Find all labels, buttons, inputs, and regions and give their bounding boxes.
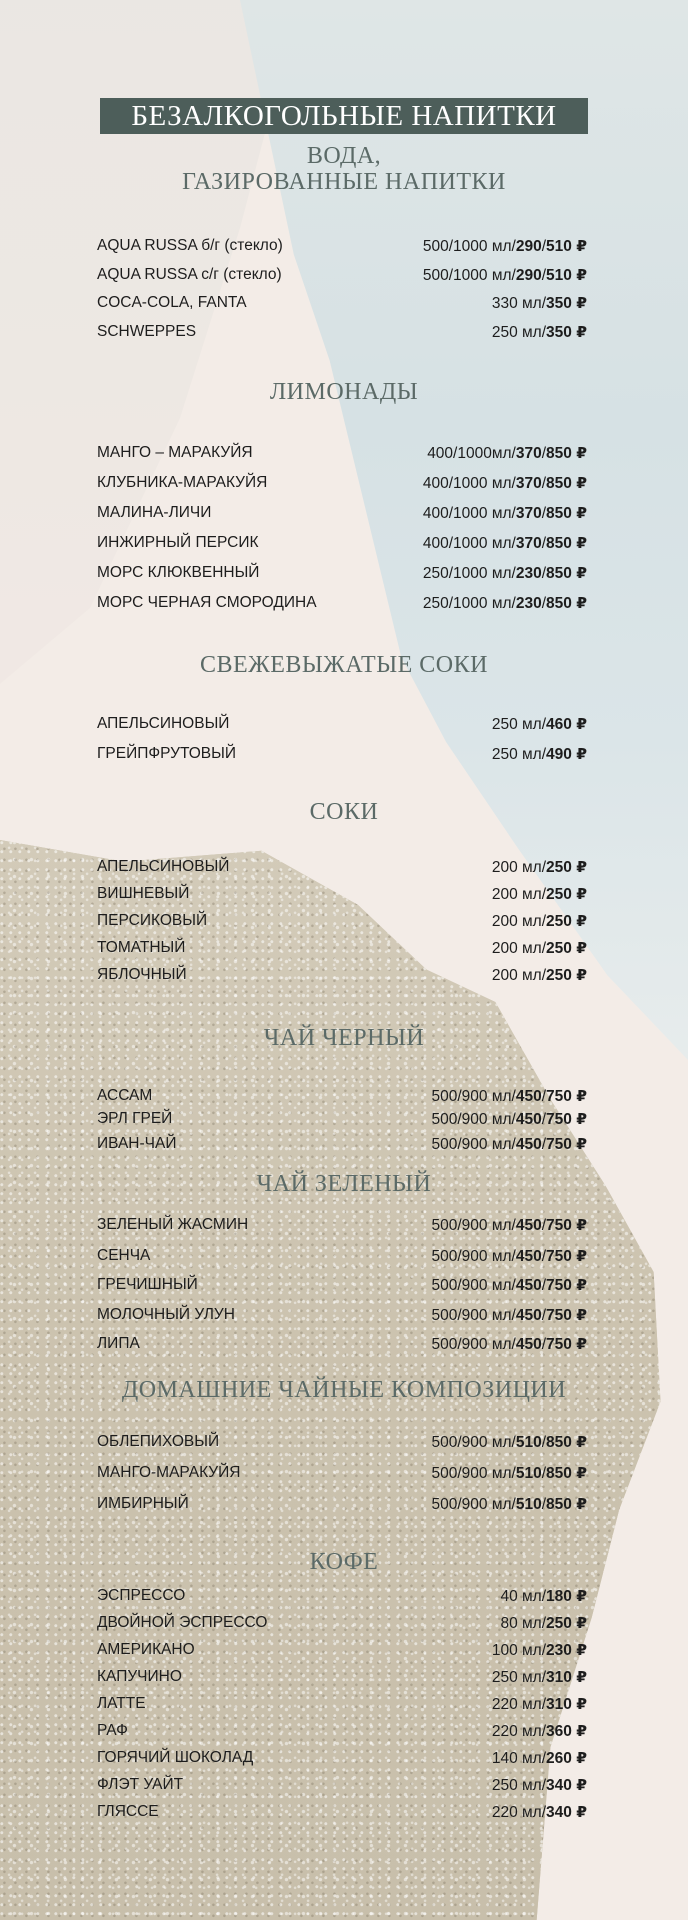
menu-item-price-2: 750: [546, 1135, 572, 1153]
menu-item-name: ГОРЯЧИЙ ШОКОЛАД: [97, 1749, 254, 1766]
menu-item-price-1: 370: [515, 504, 542, 522]
menu-item-price-1: 450: [515, 1335, 542, 1353]
currency-symbol: ₽: [571, 1135, 587, 1153]
menu-item-row: [97, 592, 587, 614]
menu-item-price-1: 350: [546, 294, 572, 312]
price-separator: /: [541, 237, 547, 255]
menu-item-name: ЯБЛОЧНЫЙ: [97, 966, 187, 983]
menu-item-price-1: 250: [546, 912, 572, 930]
menu-item-price: [500, 1587, 587, 1606]
menu-item-volume: 200 мл/: [491, 939, 547, 957]
menu-item-name: ЛАТТЕ: [97, 1695, 146, 1712]
menu-item-volume: 250 мл/: [491, 1668, 547, 1686]
menu-item-price-2: 850: [546, 1495, 572, 1513]
menu-item-price-1: 230: [546, 1641, 572, 1659]
menu-item-price: [432, 1110, 588, 1129]
menu-item-price: [492, 1668, 587, 1687]
menu-item-price: [423, 237, 587, 256]
currency-symbol: ₽: [571, 885, 587, 903]
menu-item-volume: 500/900 мл/: [431, 1247, 516, 1265]
price-separator: /: [541, 594, 547, 612]
menu-item-row: [97, 1585, 587, 1607]
menu-item-price-1: 250: [546, 1614, 572, 1632]
menu-item-price-1: 370: [515, 534, 542, 552]
currency-symbol: ₽: [571, 1587, 587, 1605]
menu-item-price: [492, 939, 587, 958]
menu-item-price: [492, 885, 587, 904]
menu-item-row: [97, 292, 587, 314]
menu-item-row: [97, 856, 587, 878]
menu-item-row: [97, 1274, 587, 1296]
menu-item-volume: 140 мл/: [491, 1749, 547, 1767]
menu-item-price: [423, 266, 587, 285]
currency-symbol: ₽: [571, 1776, 587, 1794]
menu-item-name: ИНЖИРНЫЙ ПЕРСИК: [97, 534, 259, 551]
menu-item-row: [97, 472, 587, 494]
menu-item-row: [97, 321, 587, 343]
menu-item-name: АМЕРИКАНО: [97, 1641, 195, 1658]
currency-symbol: ₽: [571, 1335, 587, 1353]
menu-item-row: [97, 502, 587, 524]
menu-item-name: КЛУБНИКА-МАРАКУЙЯ: [97, 474, 268, 491]
section-title-line: ВОДА,: [306, 143, 382, 169]
menu-item-price-2: 850: [546, 534, 572, 552]
menu-item-row: [97, 964, 587, 986]
menu-item-volume: 500/900 мл/: [431, 1135, 516, 1153]
menu-item-price-1: 250: [546, 939, 572, 957]
menu-item-volume: 400/1000 мл/: [422, 504, 516, 522]
menu-item-volume: 500/900 мл/: [431, 1335, 516, 1353]
menu-item-price-1: 370: [515, 474, 542, 492]
menu-item-row: [97, 1085, 587, 1107]
menu-item-price-1: 260: [546, 1749, 572, 1767]
currency-symbol: ₽: [571, 1803, 587, 1821]
currency-symbol: ₽: [571, 444, 587, 462]
menu-item-row: [97, 937, 587, 959]
menu-item-row: [97, 562, 587, 584]
menu-item-row: [97, 1493, 587, 1515]
currency-symbol: ₽: [571, 1614, 587, 1632]
currency-symbol: ₽: [571, 594, 587, 612]
currency-symbol: ₽: [571, 966, 587, 984]
menu-item-row: [97, 883, 587, 905]
menu-item-row: [97, 1133, 587, 1155]
price-separator: /: [541, 1216, 547, 1234]
menu-item-row: [97, 235, 587, 257]
menu-item-name: МАНГО – МАРАКУЙЯ: [97, 444, 253, 461]
menu-item-price-1: 180: [546, 1587, 572, 1605]
menu-item-price-1: 450: [515, 1247, 542, 1265]
menu-item-volume: 500/900 мл/: [431, 1495, 516, 1513]
price-separator: /: [541, 504, 547, 522]
menu-item-name: МАНГО-МАРАКУЙЯ: [97, 1464, 241, 1481]
menu-item-row: [97, 713, 587, 735]
currency-symbol: ₽: [571, 1668, 587, 1686]
menu-item-price: [492, 294, 587, 313]
menu-item-volume: 400/1000 мл/: [422, 474, 516, 492]
section-title: [0, 799, 688, 825]
currency-symbol: ₽: [571, 474, 587, 492]
menu-item-volume: 500/900 мл/: [431, 1306, 516, 1324]
menu-item-volume: 200 мл/: [491, 885, 547, 903]
price-separator: /: [541, 1335, 547, 1353]
price-separator: /: [541, 1087, 547, 1105]
menu-item-volume: 220 мл/: [491, 1803, 547, 1821]
menu-item-price: [492, 912, 587, 931]
menu-item-name: ЛИПА: [97, 1335, 140, 1352]
menu-item-row: [97, 1612, 587, 1634]
menu-item-price: [492, 1641, 587, 1660]
menu-item-name: ГЛЯССЕ: [97, 1803, 159, 1820]
section-title-line: КОФЕ: [309, 1549, 379, 1575]
menu-item-price-1: 370: [515, 444, 542, 462]
menu-item-volume: 200 мл/: [491, 912, 547, 930]
menu-item-name: ТОМАТНЫЙ: [97, 939, 186, 956]
menu-item-price: [432, 1135, 588, 1154]
price-separator: /: [541, 1276, 547, 1294]
menu-item-row: [97, 910, 587, 932]
menu-item-price-1: 510: [515, 1433, 542, 1451]
menu-item-row: [97, 1774, 587, 1796]
currency-symbol: ₽: [571, 564, 587, 582]
menu-item-name: AQUA RUSSA с/г (стекло): [97, 266, 282, 283]
section-title-line: ДОМАШНИЕ ЧАЙНЫЕ КОМПОЗИЦИИ: [121, 1377, 567, 1403]
menu-item-price: [432, 1464, 588, 1483]
section-title: [0, 143, 688, 195]
currency-symbol: ₽: [571, 1749, 587, 1767]
section-title: [0, 379, 688, 405]
menu-item-volume: 400/1000 мл/: [422, 534, 516, 552]
menu-item-price-2: 850: [546, 444, 572, 462]
menu-item-price: [492, 1722, 587, 1741]
menu-item-price: [500, 1614, 587, 1633]
menu-item-row: [97, 1639, 587, 1661]
menu-item-price-2: 510: [546, 237, 572, 255]
menu-item-price-1: 510: [515, 1495, 542, 1513]
menu-item-price-2: 850: [546, 1464, 572, 1482]
price-separator: /: [541, 1495, 547, 1513]
menu-item-volume: 220 мл/: [491, 1722, 547, 1740]
section-title-line: ГАЗИРОВАННЫЕ НАПИТКИ: [182, 169, 506, 195]
menu-item-price: [492, 1803, 587, 1822]
menu-item-price-1: 510: [515, 1464, 542, 1482]
menu-item-price: [432, 1433, 588, 1452]
menu-item-name: МАЛИНА-ЛИЧИ: [97, 504, 212, 521]
menu-item-row: [97, 1801, 587, 1823]
price-separator: /: [541, 564, 547, 582]
menu-item-price-2: 850: [546, 594, 572, 612]
currency-symbol: ₽: [571, 294, 587, 312]
menu-item-price-1: 340: [546, 1803, 572, 1821]
currency-symbol: ₽: [571, 1216, 587, 1234]
menu-item-price: [423, 504, 587, 523]
menu-item-volume: 400/1000мл/: [427, 444, 516, 462]
section-title: [0, 652, 688, 678]
currency-symbol: ₽: [571, 504, 587, 522]
menu-item-price-2: 750: [546, 1087, 572, 1105]
menu-item-volume: 500/900 мл/: [431, 1464, 516, 1482]
menu-item-volume: 250/1000 мл/: [422, 594, 516, 612]
menu-item-price: [492, 858, 587, 877]
currency-symbol: ₽: [571, 1722, 587, 1740]
menu-item-name: ЗЕЛЕНЫЙ ЖАСМИН: [97, 1216, 249, 1233]
menu-item-price: [492, 323, 587, 342]
price-separator: /: [541, 1135, 547, 1153]
menu-item-price-1: 310: [546, 1695, 572, 1713]
menu-item-price: [492, 1776, 587, 1795]
menu-item-name: COCA-COLA, FANTA: [97, 294, 247, 311]
menu-item-price: [423, 474, 587, 493]
menu-item-price-2: 510: [546, 266, 572, 284]
section-title: [0, 1549, 688, 1575]
menu-item-price: [432, 1247, 588, 1266]
menu-item-row: [97, 532, 587, 554]
menu-item-price-2: 750: [546, 1335, 572, 1353]
menu-item-price-1: 450: [515, 1087, 542, 1105]
menu-item-price-1: 450: [515, 1216, 542, 1234]
menu-item-price-1: 450: [515, 1306, 542, 1324]
price-separator: /: [541, 266, 547, 284]
currency-symbol: ₽: [571, 237, 587, 255]
menu-item-price-2: 750: [546, 1247, 572, 1265]
menu-item-price-1: 230: [515, 564, 542, 582]
menu-item-volume: 500/1000 мл/: [422, 237, 516, 255]
menu-item-name: ВИШНЕВЫЙ: [97, 885, 190, 902]
menu-item-name: ЭСПРЕССО: [97, 1587, 186, 1604]
menu-item-price-1: 250: [546, 858, 572, 876]
menu-item-price-1: 460: [546, 715, 572, 733]
price-separator: /: [541, 534, 547, 552]
menu-item-volume: 200 мл/: [491, 966, 547, 984]
menu-item-price: [492, 745, 587, 764]
currency-symbol: ₽: [571, 1247, 587, 1265]
menu-item-name: ИМБИРНЫЙ: [97, 1495, 189, 1512]
menu-item-price: [423, 534, 587, 553]
menu-item-price-1: 290: [515, 266, 542, 284]
menu-item-volume: 80 мл/: [500, 1614, 547, 1632]
menu-item-name: РАФ: [97, 1722, 128, 1739]
menu-item-name: АССАМ: [97, 1087, 153, 1104]
currency-symbol: ₽: [571, 266, 587, 284]
menu-item-row: [97, 1693, 587, 1715]
section-title: [0, 1377, 688, 1403]
menu-item-price-1: 360: [546, 1722, 572, 1740]
menu-item-volume: 250 мл/: [491, 715, 547, 733]
menu-item-price-2: 750: [546, 1306, 572, 1324]
currency-symbol: ₽: [571, 1433, 587, 1451]
menu-item-volume: 330 мл/: [491, 294, 547, 312]
menu-item-price-1: 450: [515, 1110, 542, 1128]
menu-item-name: SCHWEPPES: [97, 323, 197, 340]
menu-item-name: ЭРЛ ГРЕЙ: [97, 1110, 173, 1127]
menu-item-volume: 220 мл/: [491, 1695, 547, 1713]
currency-symbol: ₽: [571, 1276, 587, 1294]
menu-item-price: [432, 1335, 588, 1354]
menu-item-volume: 250 мл/: [491, 745, 547, 763]
section-title-line: ЛИМОНАДЫ: [269, 379, 419, 405]
menu-item-price: [432, 1087, 588, 1106]
menu-item-price: [432, 1495, 588, 1514]
price-separator: /: [541, 444, 547, 462]
price-separator: /: [541, 1110, 547, 1128]
section-title-line: ЧАЙ ЧЕРНЫЙ: [263, 1025, 425, 1051]
menu-item-row: [97, 1304, 587, 1326]
price-separator: /: [541, 1464, 547, 1482]
menu-item-name: ФЛЭТ УАЙТ: [97, 1776, 184, 1793]
menu-item-price-1: 230: [515, 594, 542, 612]
menu-item-price: [427, 444, 587, 463]
menu-item-volume: 100 мл/: [491, 1641, 547, 1659]
menu-item-volume: 40 мл/: [500, 1587, 547, 1605]
currency-symbol: ₽: [571, 912, 587, 930]
menu-item-row: [97, 1333, 587, 1355]
menu-item-volume: 250/1000 мл/: [422, 564, 516, 582]
menu-item-price: [432, 1216, 588, 1235]
price-separator: /: [541, 1247, 547, 1265]
menu-item-name: AQUA RUSSA б/г (стекло): [97, 237, 283, 254]
menu-item-row: [97, 1747, 587, 1769]
menu-item-volume: 250 мл/: [491, 1776, 547, 1794]
currency-symbol: ₽: [571, 1306, 587, 1324]
menu-item-price: [492, 1695, 587, 1714]
menu-item-price-1: 490: [546, 745, 572, 763]
menu-item-price-1: 250: [546, 966, 572, 984]
price-separator: /: [541, 1306, 547, 1324]
price-separator: /: [541, 1433, 547, 1451]
currency-symbol: ₽: [571, 715, 587, 733]
section-title: [0, 1171, 688, 1197]
menu-item-name: ИВАН-ЧАЙ: [97, 1135, 177, 1152]
menu-item-name: СЕНЧА: [97, 1247, 151, 1264]
menu-item-price-2: 750: [546, 1216, 572, 1234]
section-title-line: СВЕЖЕВЫЖАТЫЕ СОКИ: [200, 652, 488, 678]
page-title: БЕЗАЛКОГОЛЬНЫЕ НАПИТКИ: [100, 98, 588, 134]
menu-item-volume: 500/900 мл/: [431, 1433, 516, 1451]
currency-symbol: ₽: [571, 1641, 587, 1659]
currency-symbol: ₽: [571, 1110, 587, 1128]
currency-symbol: ₽: [571, 858, 587, 876]
currency-symbol: ₽: [571, 1495, 587, 1513]
menu-item-name: ПЕРСИКОВЫЙ: [97, 912, 208, 929]
menu-item-name: ОБЛЕПИХОВЫЙ: [97, 1433, 220, 1450]
menu-item-price: [492, 1749, 587, 1768]
currency-symbol: ₽: [571, 1695, 587, 1713]
currency-symbol: ₽: [571, 939, 587, 957]
menu-item-volume: 500/900 мл/: [431, 1276, 516, 1294]
menu-item-price: [432, 1306, 588, 1325]
menu-item-price-2: 850: [546, 474, 572, 492]
menu-item-price-2: 750: [546, 1110, 572, 1128]
menu-item-row: [97, 264, 587, 286]
menu-item-volume: 500/900 мл/: [431, 1216, 516, 1234]
menu-item-volume: 500/900 мл/: [431, 1110, 516, 1128]
menu-item-row: [97, 1720, 587, 1742]
currency-symbol: ₽: [571, 1464, 587, 1482]
menu-item-price-2: 850: [546, 564, 572, 582]
menu-item-price: [432, 1276, 588, 1295]
menu-item-name: КАПУЧИНО: [97, 1668, 182, 1685]
menu-item-name: АПЕЛЬСИНОВЫЙ: [97, 715, 230, 732]
menu-item-name: АПЕЛЬСИНОВЫЙ: [97, 858, 230, 875]
menu-item-name: ГРЕЙПФРУТОВЫЙ: [97, 745, 237, 762]
menu-item-row: [97, 1462, 587, 1484]
menu-item-name: ГРЕЧИШНЫЙ: [97, 1276, 198, 1293]
menu-item-price-1: 450: [515, 1135, 542, 1153]
menu-item-volume: 200 мл/: [491, 858, 547, 876]
section-title-line: ЧАЙ ЗЕЛЕНЫЙ: [256, 1171, 432, 1197]
menu-item-row: [97, 1245, 587, 1267]
price-separator: /: [541, 474, 547, 492]
menu-item-price-1: 340: [546, 1776, 572, 1794]
section-title-line: СОКИ: [309, 799, 379, 825]
menu-item-price-2: 750: [546, 1276, 572, 1294]
menu-item-volume: 500/900 мл/: [431, 1087, 516, 1105]
menu-item-name: ДВОЙНОЙ ЭСПРЕССО: [97, 1614, 268, 1631]
menu-item-row: [97, 442, 587, 464]
menu-item-row: [97, 1108, 587, 1130]
menu-item-row: [97, 1431, 587, 1453]
currency-symbol: ₽: [571, 745, 587, 763]
menu-item-price-2: 850: [546, 1433, 572, 1451]
menu-item-name: МОРС ЧЕРНАЯ СМОРОДИНА: [97, 594, 317, 611]
section-title: [0, 1025, 688, 1051]
menu-item-volume: 500/1000 мл/: [422, 266, 516, 284]
menu-item-price-1: 310: [546, 1668, 572, 1686]
menu-item-price-1: 450: [515, 1276, 542, 1294]
menu-item-price-1: 350: [546, 323, 572, 341]
menu-item-price: [492, 715, 587, 734]
menu-item-price-2: 850: [546, 504, 572, 522]
menu-item-name: МОРС КЛЮКВЕННЫЙ: [97, 564, 260, 581]
menu-item-row: [97, 1214, 587, 1236]
menu-item-name: МОЛОЧНЫЙ УЛУН: [97, 1306, 235, 1323]
currency-symbol: ₽: [571, 534, 587, 552]
menu-item-price-1: 290: [515, 237, 542, 255]
currency-symbol: ₽: [571, 1087, 587, 1105]
menu-item-row: [97, 743, 587, 765]
menu-item-price-1: 250: [546, 885, 572, 903]
menu-item-price: [423, 564, 587, 583]
menu-item-volume: 250 мл/: [491, 323, 547, 341]
menu-item-row: [97, 1666, 587, 1688]
currency-symbol: ₽: [571, 323, 587, 341]
menu-item-price: [423, 594, 587, 613]
menu-item-price: [492, 966, 587, 985]
